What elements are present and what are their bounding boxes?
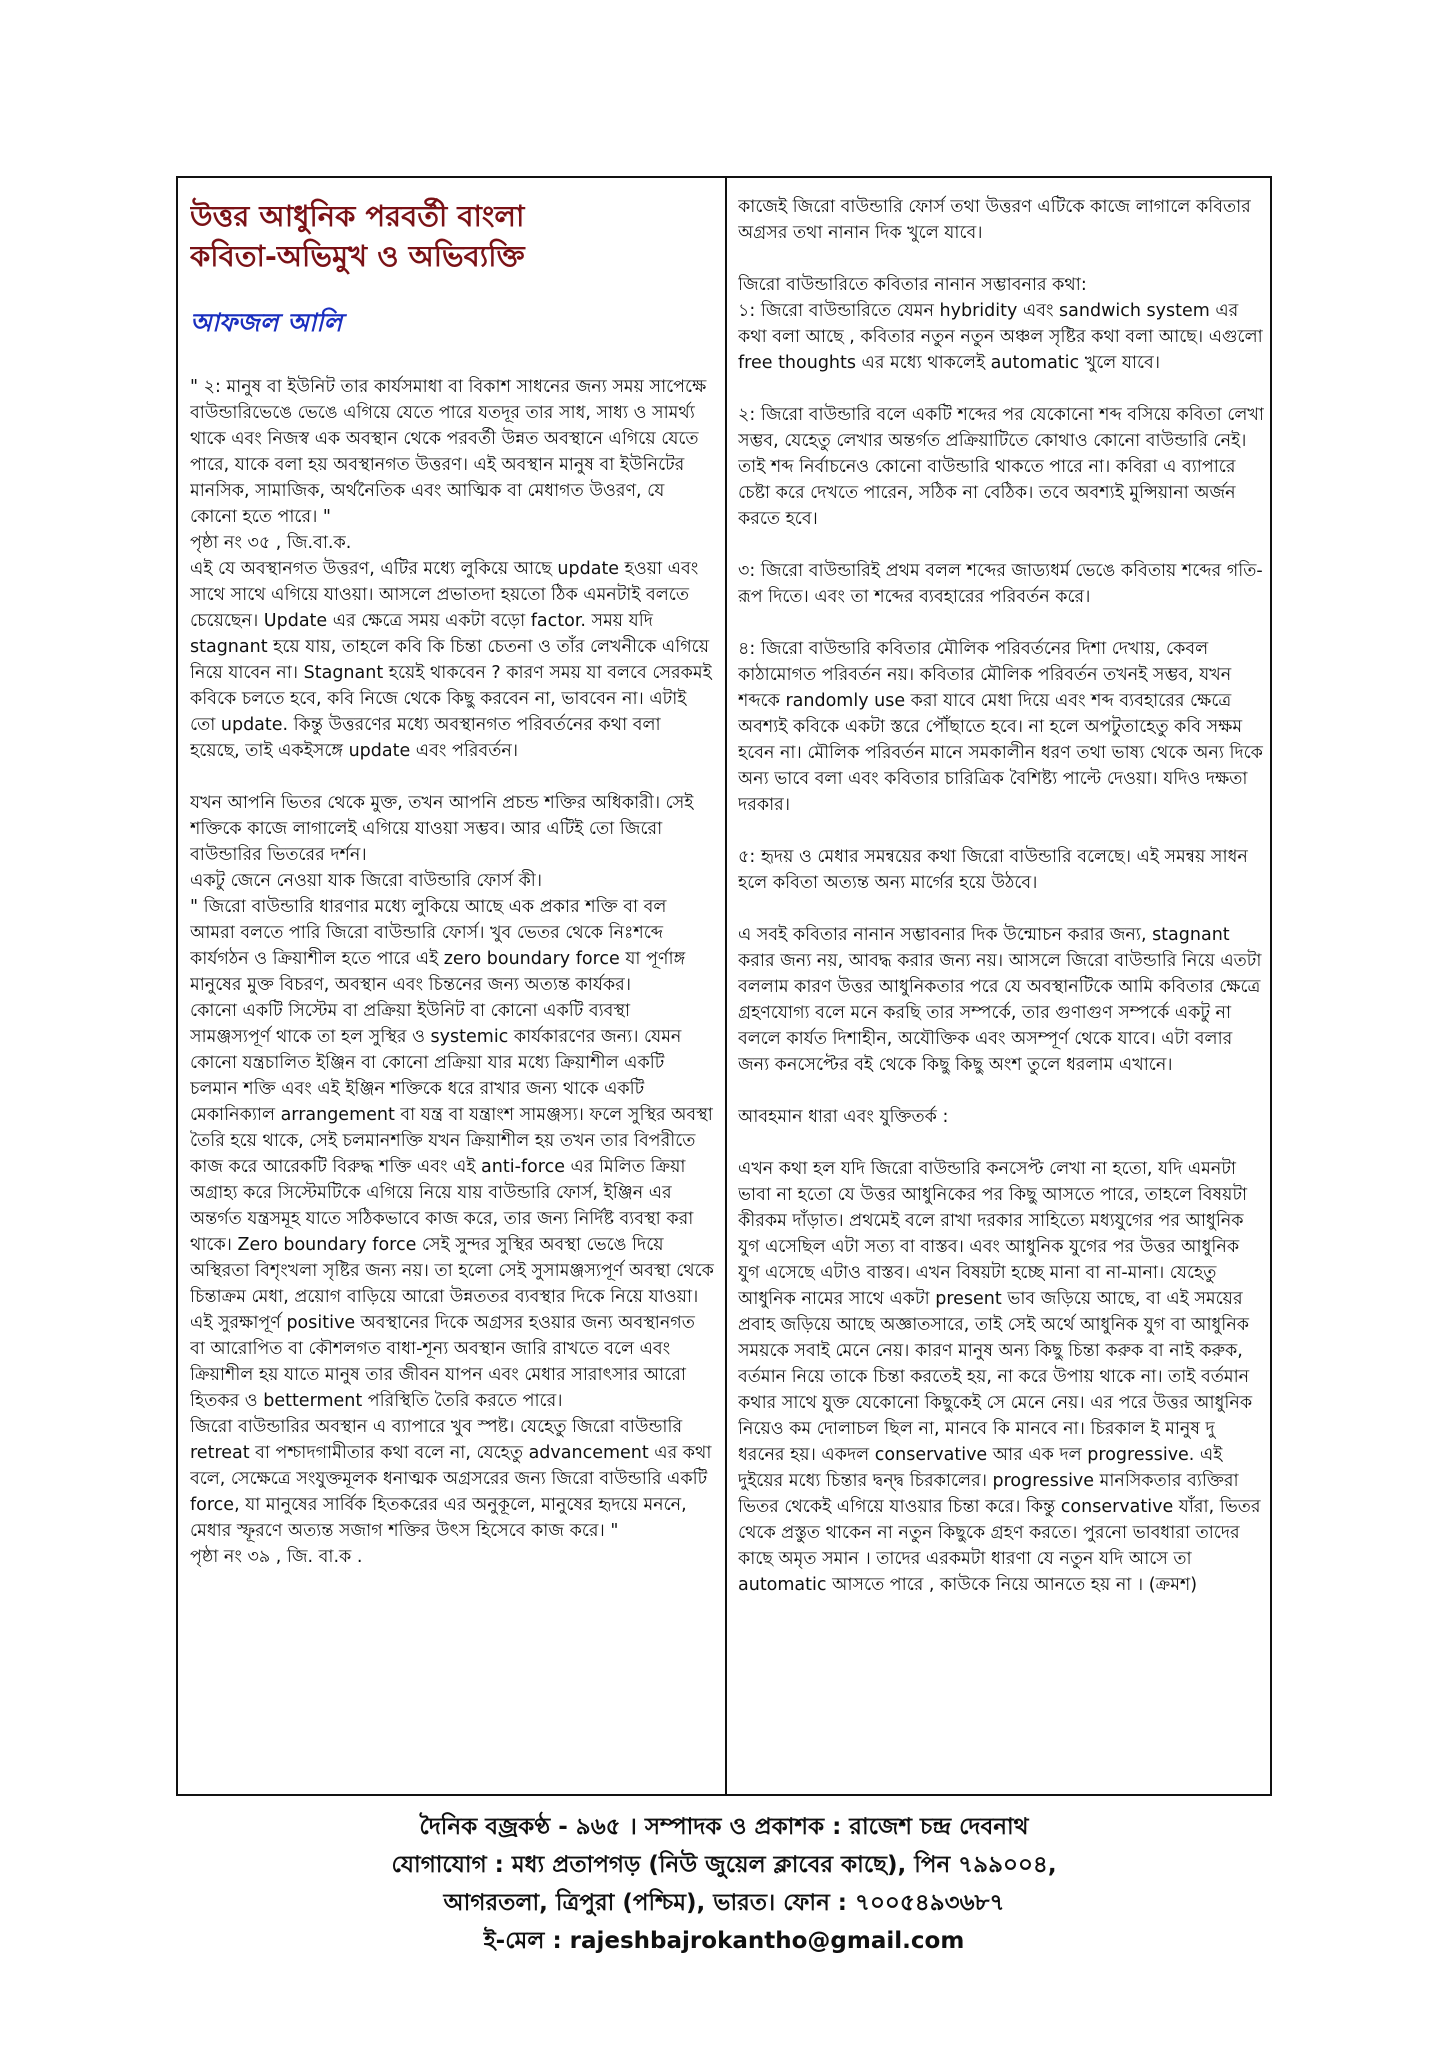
citation-2: পৃষ্ঠা নং ৩৯ , জি. বা.ক .: [190, 1547, 363, 1567]
citation-1: পৃষ্ঠা নং ৩৫ , জি.বা.ক.: [190, 533, 352, 553]
quote-paragraph-1: " ২: মানুষ বা ইউনিট তার কার্যসমাধা বা বিকাশ সাধনের জন্য সময় সাপেক্ষে বাউন্ডারিভেঙে ভেঙে এগিয়ে যেতে পারে যতদূর তার সাধ, সাধ্য ও সামর্থ্য থাকে এবং নিজস্ব এক অবস্থান থেকে পরবর্তী উন্নত অবস্থানে এগিয়ে যেতে পারে, যাকে বলা হয় অবস্থানগত উত্তরণ। এই অবস্থান মানুষ বা ইউনিটের মানসিক, সামাজিক, অর্থনৈতিক এবং আত্মিক বা মেধাগত উওরণ, যে কোনো হতে পারে। ": [190, 377, 707, 527]
footer-line-location-phone: আগরতলা, ত্রিপুরা (পশ্চিম), ভারত। ফোন : ৭০০৫৪৯৩৬৮৭: [443, 1890, 1005, 1916]
body-paragraph: কাজেই জিরো বাউন্ডারি ফোর্স তথা উত্তরণ এটিকে কাজে লাগালে কবিতার অগ্রসর তথা নানান দিক খুলে যাবে।: [738, 197, 1251, 243]
right-column: [738, 194, 1264, 1598]
quote-paragraph-4: জিরো বাউন্ডারির অবস্থান এ ব্যাপারে খুব স্পষ্ট। যেহেতু জিরো বাউন্ডারি retreat বা পশ্চাদগামীতার কথা বলে না, যেহেতু advancement এর কথা বলে, সেক্ষেত্রে সংযুক্তমূলক ধনাত্মক অগ্রসরের জন্য জিরো বাউন্ডারি একটি force, যা মানুষের সার্বিক হিতকরের এর অনুকূলে, মানুষের হৃদয়ে মননে, মেধার স্ফূরণে অত্যন্ত সজাগ শক্তির উৎস হিসেবে কাজ করে। ": [190, 1417, 712, 1541]
footer-line-publication: দৈনিক বজ্রকণ্ঠ - ৯৬৫ । সম্পাদক ও প্রকাশক : রাজেশ চন্দ্র দেবনাথ: [419, 1814, 1029, 1840]
body-paragraph: এখন কথা হল যদি জিরো বাউন্ডারি কনসেপ্ট লেখা না হতো, যদি এমনটা ভাবা না হতো যে উত্তর আধুনিকের পর কিছু আসতে পারে, তাহলে বিষয়টা কীরকম দাঁড়াত। প্রথমেই বলে রাখা দরকার সাহিত্যে মধ্যযুগের পর আধুনিক যুগ এসেছিল এটা সত্য বা বাস্তব। এবং আধুনিক যুগের পর উত্তর আধুনিক যুগ এসেছে এটাও বাস্তব। এখন বিষয়টা হচ্ছে মানা বা না-মানা। যেহেতু আধুনিক নামের সাথে একটা present ভাব জড়িয়ে আছে, বা এই সময়ের প্রবাহ জড়িয়ে আছে অজ্ঞাতসারে, তাই সেই অর্থে আধুনিক যুগ বা আধুনিক সময়কে সবাই মেনে নেয়। কারণ মানুষ অন্য কিছু চিন্তা করুক বা নাই করুক, বর্তমান নিয়ে তাকে চিন্তা করতেই হয়, না করে উপায় থাকে না। তাই বর্তমান কথার সাথে যুক্ত যেকোনো কিছুকেই সে মেনে নেয়। এর পরে উত্তর আধুনিক নিয়েও কম দোলাচল ছিল না, মানবে কি মানবে না। চিরকাল ই মানুষ দু ধরনের হয়। একদল conservative আর এক দল progressive. এই দুইয়ের মধ্যে চিন্তার দ্বন্দ্ব চিরকালের। progressive মানসিকতার ব্যক্তিরা ভিতর থেকেই এগিয়ে যাওয়ার চিন্তা করে। কিন্তু conservative যাঁরা, ভিতর থেকে প্রস্তুত থাকেন না নতুন কিছুকে গ্রহণ করতে। পুরনো ভাবধারা তাদের কাছে অমৃত সমান । তাদের এরকমটা ধারণা যে নতুন যদি আসে তা automatic আসতে পারে , কাউকে নিয়ে আনতে হয় না । (ক্রমশ): [738, 1159, 1261, 1595]
body-paragraph: যখন আপনি ভিতর থেকে মুক্ত, তখন আপনি প্রচন্ড শক্তির অধিকারী। সেই শক্তিকে কাজে লাগালেই এগিয়ে যাওয়া সম্ভব। আর এটিই তো জিরো বাউন্ডারির ভিতরের দর্শন।: [190, 793, 694, 865]
footer-line-email: ই-মেল : rajeshbajrokantho@gmail.com: [483, 1928, 965, 1954]
author-name: আফজল আলি: [190, 308, 343, 337]
quote-paragraph-3: কোনো একটি সিস্টেম বা প্রক্রিয়া ইউনিট বা কোনো একটি ব্যবস্থা সামঞ্জস্যপূর্ণ থাকে তা হল সুস্থির ও systemic কার্যকারণের জন্য। যেমন কোনো যন্ত্রচালিত ইঞ্জিন বা কোনো প্রক্রিয়া যার মধ্যে ক্রিয়াশীল একটি চলমান শক্তি এবং এই ইঞ্জিন শক্তিকে ধরে রাখার জন্য থাকে একটি মেকানিক্যাল arrangement বা যন্ত্র বা যন্ত্রাংশ সামঞ্জস্য। ফলে সুস্থির অবস্থা তৈরি হয়ে থাকে, সেই চলমানশক্তি যখন ক্রিয়াশীল হয় তখন তার বিপরীতে কাজ করে আরেকটি বিরুদ্ধ শক্তি এবং এই anti-force এর মিলিত ক্রিয়া অগ্রাহ্য করে সিস্টেমটিকে এগিয়ে নিয়ে যায় বাউন্ডারি ফোর্স, ইঞ্জিন এর অন্তর্গত যন্ত্রসমূহ যাতে সঠিকভাবে কাজ করে, তার জন্য নির্দিষ্ট ব্যবস্থা করা থাকে। Zero boundary force সেই সুন্দর সুস্থির অবস্থা ভেঙে দিয়ে অস্থিরতা বিশৃংখলা সৃষ্টির জন্য নয়। তা হলো সেই সুসামঞ্জস্যপূর্ণ অবস্থা থেকে চিন্তাক্রম মেধা, প্রয়োগ বাড়িয়ে আরো উন্নততর ব্যবস্থার দিকে নিয়ে যাওয়া। এই সুরক্ষাপূর্ণ positive অবস্থানের দিকে অগ্রসর হওয়ার জন্য অবস্থানগত বা আরোপিত বা কৌশলগত বাধা-শূন্য অবস্থান জারি রাখতে বলে এবং ক্রিয়াশীল হয় যাতে মানুষ তার জীবন যাপন এবং মেধার সারাৎসার আরো হিতকর ও betterment পরিস্থিতি তৈরি করতে পারে।: [190, 1001, 714, 1411]
article-title-line-2: কবিতা-অভিমুখ ও অভিব্যক্তি: [190, 239, 525, 273]
article-title-line-1: উত্তর আধুনিক পরবর্তী বাংলা: [190, 199, 525, 233]
list-item: ১: জিরো বাউন্ডারিতে যেমন hybridity এবং sandwich system এর কথা বলা আছে , কবিতার নতুন নতুন অঞ্চল সৃষ্টির কথা বলা আছে। এগুলো free thoughts এর মধ্যে থাকলেই automatic খুলে যাবে।: [738, 301, 1263, 373]
left-column: [190, 188, 715, 1570]
quote-paragraph-2: " জিরো বাউন্ডারি ধারণার মধ্যে লুকিয়ে আছে এক প্রকার শক্তি বা বল আমরা বলতে পারি জিরো বাউন্ডারি ফোর্স। খুব ভেতর থেকে নিঃশব্দে কার্যগঠন ও ক্রিয়াশীল হতে পারে এই zero boundary force যা পূর্ণাঙ্গ মানুষের মুক্ত বিচরণ, অবস্থান এবং চিন্তনের জন্য অত্যন্ত কার্যকর।: [190, 897, 686, 995]
body-paragraph: একটু জেনে নেওয়া যাক জিরো বাউন্ডারি ফোর্স কী।: [190, 871, 543, 891]
article-title: [190, 196, 715, 276]
article-frame: [176, 176, 1272, 1796]
footer-line-address: যোগাযোগ : মধ্য প্রতাপগড় (নিউ জুয়েল ক্লাবের কাছে), পিন ৭৯৯০০৪,: [391, 1852, 1057, 1878]
body-paragraph: এই যে অবস্থানগত উত্তরণ, এটির মধ্যে লুকিয়ে আছে update হওয়া এবং সাথে সাথে এগিয়ে যাওয়া। আসলে প্রভাতদা হয়তো ঠিক এমনটাই বলতে চেয়েছেন। Update এর ক্ষেত্রে সময় একটা বড়ো factor. সময় যদি stagnant হয়ে যায়, তাহলে কবি কি চিন্তা চেতনা ও তাঁর লেখনীকে এগিয়ে নিয়ে যাবেন না। Stagnant হয়েই থাকবেন ? কারণ সময় যা বলবে সেরকমই কবিকে চলতে হবে, কবি নিজে থেকে কিছু করবেন না, ভাববেন না। এটাই তো update. কিন্তু উত্তরণের মধ্যে অবস্থানগত পরিবর্তনের কথা বলা হয়েছে, তাই একইসঙ্গে update এবং পরিবর্তন।: [190, 559, 712, 761]
list-heading: জিরো বাউন্ডারিতে কবিতার নানান সম্ভাবনার কথা:: [738, 275, 1087, 295]
section-heading: আবহমান ধারা এবং যুক্তিতর্ক :: [738, 1107, 949, 1127]
body-paragraph: এ সবই কবিতার নানান সম্ভাবনার দিক উন্মোচন করার জন্য, stagnant করার জন্য নয়, আবদ্ধ করার জন্য নয়। আসলে জিরো বাউন্ডারি নিয়ে এতটা বললাম কারণ উত্তর আধুনিকতার পরে যে অবস্থানটিকে আমি কবিতার ক্ষেত্রে গ্রহণযোগ্য বলে মনে করছি তার সম্পর্কে, তার গুণাগুণ সম্পর্কে একটু না বললে কার্যত দিশাহীন, অযৌক্তিক এবং অসম্পূর্ণ থেকে যাবে। এটা বলার জন্য কনসেপ্টের বই থেকে কিছু কিছু অংশ তুলে ধরলাম এখানে।: [738, 925, 1262, 1075]
list-item: ৫: হৃদয় ও মেধার সমন্বয়ের কথা জিরো বাউন্ডারি বলেছে। এই সমন্বয় সাধন হলে কবিতা অত্যন্ত অন্য মার্গের হয়ে উঠবে।: [738, 847, 1248, 893]
list-item: ৪: জিরো বাউন্ডারি কবিতার মৌলিক পরিবর্তনের দিশা দেখায়, কেবল কাঠামোগত পরিবর্তন নয়। কবিতার মৌলিক পরিবর্তন তখনই সম্ভব, যখন শব্দকে randomly use করা যাবে মেধা দিয়ে এবং শব্দ ব্যবহারের ক্ষেত্রে অবশ্যই কবিকে একটা স্তরে পৌঁছাতে হবে। না হলে অপটুতাহেতু কবি সক্ষম হবেন না। মৌলিক পরিবর্তন মানে সমকালীন ধরণ তথা ভাষ্য থেকে অন্য দিকে অন্য ভাবে বলা এবং কবিতার চারিত্রিক বৈশিষ্ট্য পাল্টে দেওয়া। যদিও দক্ষতা দরকার।: [738, 639, 1263, 815]
column-divider: [725, 178, 727, 1794]
list-item: ৩: জিরো বাউন্ডারিই প্রথম বলল শব্দের জাড্যধর্ম ভেঙে কবিতায় শব্দের গতি-রূপ দিতে। এবং তা শব্দের ব্যবহারের পরিবর্তন করে।: [738, 561, 1263, 607]
publication-footer: [0, 1808, 1448, 1960]
list-item: ২: জিরো বাউন্ডারি বলে একটি শব্দের পর যেকোনো শব্দ বসিয়ে কবিতা লেখা সম্ভব, যেহেতু লেখার অন্তর্গত প্রক্রিয়াটিতে কোথাও কোনো বাউন্ডারি নেই। তাই শব্দ নির্বাচনেও কোনো বাউন্ডারি থাকতে পারে না। কবিরা এ ব্যাপারে চেষ্টা করে দেখতে পারেন, সঠিক না বেঠিক। তবে অবশ্যই মুন্সিয়ানা অর্জন করতে হবে।: [738, 405, 1264, 529]
